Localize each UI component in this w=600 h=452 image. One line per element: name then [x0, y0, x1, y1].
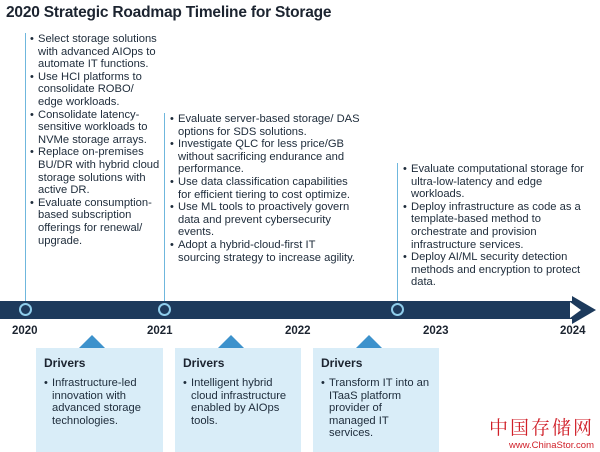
milestone-item: • Select storage solutions with advanced AIOps to automate IT functions.	[30, 33, 160, 71]
driver-list	[321, 377, 431, 440]
milestone-item: • Deploy infrastructure as code as a template-based method to orchestrate and provision infrastructure services.	[403, 201, 588, 251]
milestone-connector-2021	[164, 113, 165, 303]
timeline-arrow-inner	[570, 302, 581, 318]
driver-item: • Infrastructure-led innovation with advanced storage technologies.	[44, 377, 155, 427]
driver-list	[44, 377, 155, 427]
milestone-item: • Use ML tools to proactively govern data and prevent cybersecurity events.	[170, 201, 360, 239]
milestone-item: • Adopt a hybrid-cloud-first IT sourcing strategy to increase agility.	[170, 239, 360, 264]
timeline-dot-2020	[19, 303, 32, 316]
milestone-item: • Deploy AI/ML security detection methods and encryption to protect data.	[403, 251, 588, 289]
milestone-connector-2023	[397, 163, 398, 303]
year-label-2023: 2023	[423, 325, 449, 337]
milestone-list-2020	[30, 33, 160, 247]
driver-pointer-3	[356, 335, 382, 348]
milestone-item: • Investigate QLC for less price/GB without sacrificing endurance and performance.	[170, 138, 360, 176]
driver-item: • Intelligent hybrid cloud infrastructure enabled by AIOps tools.	[183, 377, 293, 427]
milestone-item: • Evaluate server-based storage/ DAS options for SDS solutions.	[170, 113, 360, 138]
driver-list	[183, 377, 293, 427]
driver-box-1	[36, 348, 163, 452]
milestone-list-2023	[403, 163, 588, 289]
page-title: 2020 Strategic Roadmap Timeline for Storage	[6, 4, 332, 21]
driver-heading: Drivers	[183, 356, 225, 370]
watermark-logo-text: 中国存储网	[488, 417, 594, 439]
driver-pointer-1	[79, 335, 105, 348]
timeline-axis	[0, 301, 574, 319]
watermark-url: www.ChinaStor.com	[508, 440, 594, 451]
milestone-item: • Consolidate latency-sensitive workloads to NVMe storage arrays.	[30, 109, 160, 147]
driver-heading: Drivers	[321, 356, 363, 370]
milestone-item: • Evaluate consumption-based subscription offerings for renewal/ upgrade.	[30, 197, 160, 247]
year-label-2022: 2022	[285, 325, 311, 337]
timeline-dot-2023	[391, 303, 404, 316]
driver-heading: Drivers	[44, 356, 86, 370]
year-label-2024: 2024	[560, 325, 586, 337]
timeline-dot-2021	[158, 303, 171, 316]
driver-box-2	[175, 348, 301, 452]
milestone-list-2021	[170, 113, 360, 264]
milestone-connector-2020	[25, 33, 26, 303]
driver-item: • Transform IT into an ITaaS platform provider of managed IT services.	[321, 377, 431, 440]
milestone-item: • Use HCI platforms to consolidate ROBO/ edge workloads.	[30, 71, 160, 109]
year-label-2020: 2020	[12, 325, 38, 337]
watermark	[489, 413, 594, 451]
driver-pointer-2	[218, 335, 244, 348]
milestone-item: • Use data classification capabilities for efficient tiering to cost optimize.	[170, 176, 360, 201]
milestone-item: • Replace on-premises BU/DR with hybrid cloud storage solutions with active DR.	[30, 146, 160, 196]
driver-box-3	[313, 348, 439, 452]
milestone-item: • Evaluate computational storage for ultra-low-latency and edge workloads.	[403, 163, 588, 201]
year-label-2021: 2021	[147, 325, 173, 337]
